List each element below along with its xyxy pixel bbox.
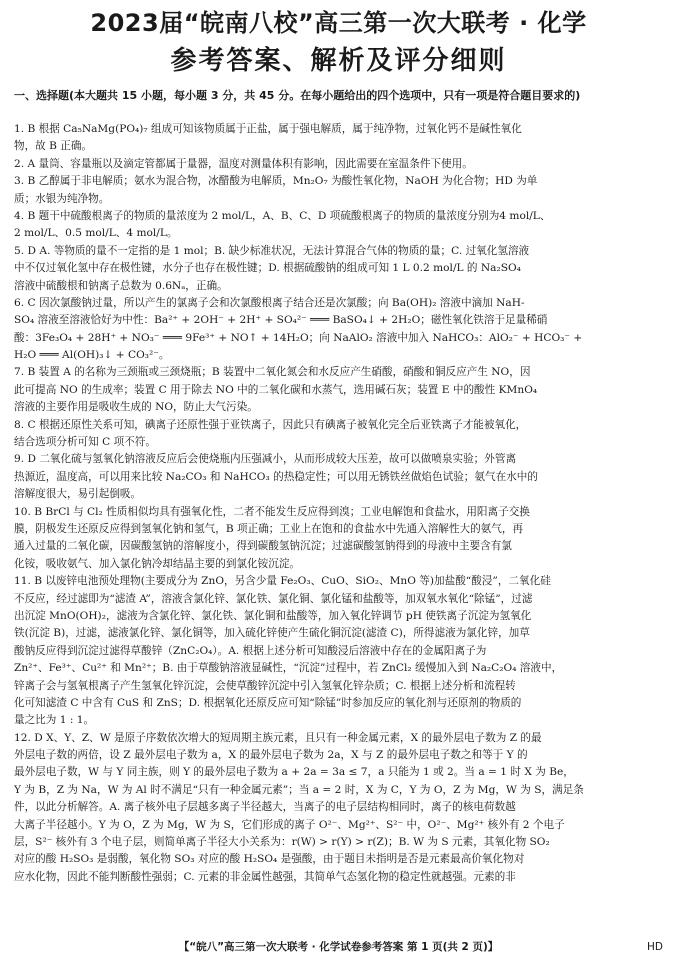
text-line: 2. A 量筒、容量瓶以及滴定管都属于量器，温度对测量体积有影响，因此需要在室温条件下使用。 <box>14 157 473 170</box>
text-line: 酸：3Fe₃O₄ + 28H⁺ + NO₃⁻ ═══ 9Fe³⁺ + NO↑ + 14H₂O；向 NaAlO₂ 溶液中加入 NaHCO₃：AlO₂⁻ + HCO₃⁻ + <box>14 331 583 344</box>
page-title: 2023届“皖南八校”高三第一次大联考 · 化学 <box>90 9 587 37</box>
text-line: 最外层电子数，W 与 Y 同主族，则 Y 的最外层电子数为 a + 2a = 3a ≤ 7，a 只能为 1 或 2。当 a = 1 时 X 为 Be， <box>14 766 574 779</box>
text-line: 溶液中硫酸根和钠离子总数为 0.6Nₐ，正确。 <box>14 279 228 292</box>
text-line: 件，以此分析解答。A. 离子核外电子层越多离子半径越大，当离子的电子层结构相同时，离子的核电荷数越 <box>14 801 516 814</box>
text-line: 通入过量的二氧化碳，因碳酸氢钠的溶解度小，得到碳酸氢钠沉淀；过滤碳酸氢钠得到的母液中主要含有氯 <box>14 540 512 553</box>
text-line: 对应的酸 H₂SO₃ 是弱酸，氧化物 SO₃ 对应的酸 H₂SO₄ 是强酸，由于题目未指明是否是元素最高价氧化物对 <box>14 853 525 866</box>
text-line: 质；水银为纯净物。 <box>14 192 110 205</box>
text-line: 9. D 二氧化硫与氢氧化钠溶液反应后会使烧瓶内压强减小，从而形成较大压差，故可以做喷泉实验；外管离 <box>14 453 517 466</box>
text-line: 3. B 乙醇属于非电解质；氨水为混合物，冰醋酸为电解质，Mn₂O₇ 为酸性氧化物，NaOH 为化合物；HD 为单 <box>14 175 538 188</box>
text-line: 物，故 B 正确。 <box>14 140 93 153</box>
text-line: 溶解度很大，易引起倒吸。 <box>14 488 142 501</box>
text-line: 外层电子数的两倍，设 Z 最外层电子数为 a，X 的最外层电子数为 2a，X 与 Z 的最外层电子数之和等于 Y 的 <box>14 749 528 762</box>
text-line: 10. B BrCl 与 Cl₂ 性质相似均具有强氧化性，二者不能发生反应得到溴；工业电解饱和食盐水，用阳离子交换 <box>14 505 530 518</box>
footer-page-info: 【“皖八”高三第一次大联考 · 化学试卷参考答案 第 1 页(共 2 页)】 <box>178 941 499 953</box>
text-line: 层，S²⁻ 核外有 3 个电子层，则简单离子半径大小关系为：r(W) > r(Y) > r(Z)；B. W 为 S 元素，其氧化物 SO₂ <box>14 836 550 849</box>
text-line: 8. C 根据还原性关系可知，碘离子还原性强于亚铁离子，因此只有碘离子被氧化完全后亚铁离子才能被氧化， <box>14 418 527 431</box>
text-line: 膜，阴极发生还原反应得到氢氧化钠和氢气，B 项正确；工业上在饱和的食盐水中先通入溶解性大的氨气，再 <box>14 522 524 535</box>
text-line: 11. B 以废锌电池预处理物(主要成分为 ZnO，另含少量 Fe₂O₃、CuO、SiO₂、MnO 等)加盐酸“酸浸”，二氧化硅 <box>14 575 551 588</box>
text-line: 化铵，吸收氨气、加入氯化钠冷却结晶主要的到氯化铵沉淀。 <box>14 557 301 570</box>
text-line: SO₄ 溶液至溶液恰好为中性：Ba²⁺ + 2OH⁻ + 2H⁺ + SO₄²⁻ ═══ BaSO₄↓ + 2H₂O；磁性氧化铁溶于足量稀硝 <box>14 314 548 327</box>
text-line: 结合选项分析可知 C 项不符。 <box>14 436 156 449</box>
text-line: 量之比为 1 : 1。 <box>14 714 95 727</box>
text-line: 溶液的主要作用是吸收生成的 NO，防止大气污染。 <box>14 401 258 414</box>
text-line: 5. D A. 等物质的量不一定指的是 1 mol；B. 缺少标准状况，无法计算混合气体的物质的量；C. 过氧化氢溶液 <box>14 244 530 257</box>
section-heading: 一、选择题(本大题共 15 小题，每小题 3 分，共 45 分。在每小题给出的四个选项中，只有一项是符合题目要求的) <box>14 89 581 102</box>
text-line: 热源近，温度高，可以用来比较 Na₂CO₃ 和 NaHCO₃ 的热稳定性；可以用无锈铁丝做焰色试验；氨气在水中的 <box>14 470 538 483</box>
text-line: 出沉淀 MnO(OH)₂，滤液为含氯化锌、氯化铁、氯化铜和盐酸等，加入氧化锌调节 pH 使铁离子沉淀为氢氧化 <box>14 609 532 622</box>
text-line: 1. B 根据 Ca₅NaMg(PO₄)₇ 组成可知该物质属于正盐，属于强电解质，属于纯净物，过氧化钙不是碱性氧化 <box>14 123 522 135</box>
text-line: 锌离子会与氢氧根离子产生氢氧化锌沉淀，会使草酸锌沉淀中引入氢氧化锌杂质；C. 根据上述分析和流程转 <box>14 679 516 692</box>
footer-code: HD <box>647 941 663 953</box>
text-line: 7. B 装置 A 的名称为三颈瓶或三颈烧瓶；B 装置中二氧化氮会和水反应产生硝酸，硝酸和铜反应产生 NO，因 <box>14 366 531 379</box>
answer-explanations <box>14 121 666 886</box>
text-line: 6. C 因次氯酸钠过量，所以产生的氯离子会和次氯酸根离子结合还是次氯酸；向 Ba(OH)₂ 溶液中滴加 NaH- <box>14 296 525 309</box>
page-subtitle: 参考答案、解析及评分细则 <box>170 46 507 76</box>
text-line: 大离子半径越小。Y 为 O，Z 为 Mg，W 为 S，它们形成的离子 O²⁻、Mg²⁺、S²⁻ 中，O²⁻、Mg²⁺ 核外有 2 个电子 <box>14 818 565 831</box>
page-footer <box>0 937 677 957</box>
text-line: 应水化物，因此不能判断酸性强弱；C. 元素的非金属性越强，其简单气态氢化物的稳定性就越强。元素的非 <box>14 870 516 883</box>
text-line: Zn²⁺、Fe³⁺、Cu²⁺ 和 Mn²⁺；B. 由于草酸钠溶液显碱性，“沉淀”过程中，若 ZnCl₂ 缓慢加入到 Na₂C₂O₄ 溶液中， <box>14 662 563 675</box>
text-line: H₂O ═══ Al(OH)₃↓ + CO₃²⁻。 <box>14 349 170 362</box>
text-line: 酸钠反应得到沉淀过滤得草酸锌（ZnC₂O₄）。A. 根据上述分析可知酸浸后溶液中存在的金属阳离子为 <box>14 644 487 657</box>
text-line: 此可提高 NO 的生成率；装置 C 用于除去 NO 中的二氧化碳和水蒸气，选用碱石灰；装置 E 中的酸性 KMnO₄ <box>14 383 538 396</box>
text-line: 不反应，经过滤即为“滤渣 A”，溶液含氯化锌、氯化铁、氯化铜、氯化锰和盐酸等，加双氧水氧化“除锰”，过滤 <box>14 592 533 605</box>
text-line: Y 为 B，Z 为 Na，W 为 Al 时不满足“只有一种金属元素”；当 a = 2 时，X 为 C，Y 为 O，Z 为 Mg，W 为 S，满足条 <box>14 783 584 796</box>
text-line: 4. B 题干中硫酸根离子的物质的量浓度为 2 mol/L，A、B、C、D 项硫酸根离子的物质的量浓度分别为4 mol/L、 <box>14 209 551 222</box>
text-line: 12. D X、Y、Z、W 是原子序数依次增大的短周期主族元素，且只有一种金属元素，X 的最外层电子数为 Z 的最 <box>14 731 542 744</box>
text-line: 铁(沉淀 B)，过滤，滤液氯化锌、氯化铜等，加入硫化锌使产生硫化铜沉淀(滤渣 C)，所得滤液为氯化锌，加草 <box>14 627 530 640</box>
text-line: 2 mol/L、0.5 mol/L、4 mol/L。 <box>14 227 178 240</box>
text-line: 化可知滤渣 C 中含有 CuS 和 ZnS；D. 根据氧化还原反应可知“除锰”时参加反应的氧化剂与还原剂的物质的 <box>14 696 522 709</box>
text-line: 中不仅过氧化氢中存在极性键，水分子也存在极性键；D. 根据硫酸钠的组成可知 1 L 0.2 mol/L 的 Na₂SO₄ <box>14 262 521 275</box>
